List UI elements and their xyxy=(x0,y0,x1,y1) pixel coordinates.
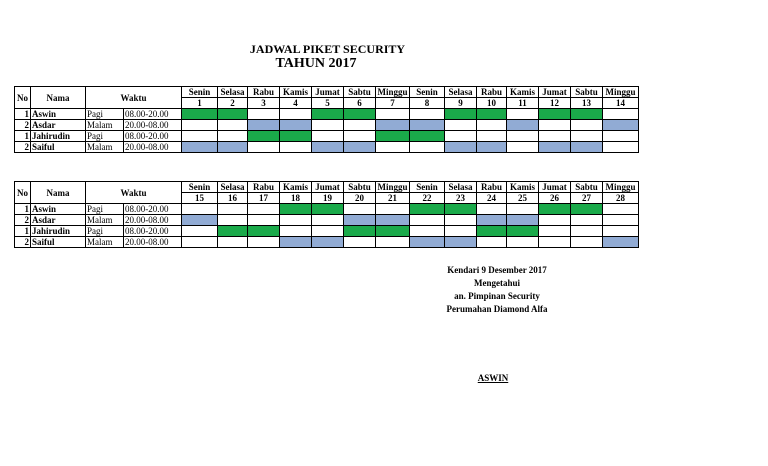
row-shift: Pagi xyxy=(86,109,124,120)
shift-cell xyxy=(410,120,445,131)
date-header: 19 xyxy=(312,193,344,204)
date-header: 6 xyxy=(344,98,376,109)
shift-cell xyxy=(280,204,312,215)
row-shift: Pagi xyxy=(86,204,124,215)
shift-cell xyxy=(477,237,507,248)
date-header: 3 xyxy=(248,98,280,109)
shift-cell xyxy=(603,204,639,215)
signature-place-date: Kendari 9 Desember 2017 xyxy=(447,265,547,275)
row-no: 1 xyxy=(15,109,31,120)
day-header: Sabtu xyxy=(571,87,603,98)
shift-cell xyxy=(445,215,477,226)
shift-cell xyxy=(445,237,477,248)
day-header: Minggu xyxy=(377,87,408,97)
schedule-table-1 xyxy=(14,86,639,153)
shift-cell xyxy=(571,237,603,248)
shift-cell xyxy=(218,120,248,131)
shift-cell xyxy=(182,237,218,248)
date-header: 10 xyxy=(477,98,507,109)
date-header: 22 xyxy=(410,193,445,204)
row-no: 2 xyxy=(15,237,31,248)
header-waktu: Waktu xyxy=(86,182,182,204)
shift-cell xyxy=(445,120,477,131)
row-nama: Aswin xyxy=(31,109,86,120)
shift-cell xyxy=(539,204,571,215)
shift-cell xyxy=(280,120,312,131)
shift-cell xyxy=(182,226,218,237)
shift-cell xyxy=(218,204,248,215)
shift-cell xyxy=(507,142,539,153)
shift-cell xyxy=(376,204,410,215)
row-jam: 08.00-20.00 xyxy=(124,131,182,142)
row-jam: 20.00-08.00 xyxy=(124,120,182,131)
day-header: Kamis xyxy=(507,182,539,193)
day-header: Sabtu xyxy=(344,87,376,98)
shift-cell xyxy=(571,226,603,237)
schedule-table-2 xyxy=(14,181,639,248)
shift-cell xyxy=(507,237,539,248)
shift-cell xyxy=(376,109,410,120)
row-nama: Jahirudin xyxy=(31,131,86,142)
shift-cell xyxy=(603,237,639,248)
shift-cell xyxy=(182,109,218,120)
date-header: 8 xyxy=(410,98,445,109)
row-nama: Aswin xyxy=(31,204,86,215)
shift-cell xyxy=(376,131,410,142)
day-header: Jumat xyxy=(539,182,571,193)
shift-cell xyxy=(218,131,248,142)
row-jam: 08.00-20.00 xyxy=(124,226,182,237)
date-header: 1 xyxy=(182,98,218,109)
shift-cell xyxy=(248,237,280,248)
day-header: Selasa xyxy=(218,182,248,193)
shift-cell xyxy=(280,142,312,153)
header-no: No xyxy=(15,87,31,109)
shift-cell xyxy=(539,215,571,226)
table-row xyxy=(15,226,639,237)
date-header: 12 xyxy=(539,98,571,109)
row-jam: 08.00-20.00 xyxy=(124,109,182,120)
shift-cell xyxy=(182,120,218,131)
shift-cell xyxy=(280,226,312,237)
shift-cell xyxy=(603,120,639,131)
shift-cell xyxy=(312,142,344,153)
shift-cell xyxy=(603,131,639,142)
shift-cell xyxy=(182,131,218,142)
shift-cell xyxy=(603,226,639,237)
shift-cell xyxy=(312,120,344,131)
shift-cell xyxy=(344,204,376,215)
shift-cell xyxy=(507,131,539,142)
shift-cell xyxy=(477,142,507,153)
shift-cell xyxy=(312,237,344,248)
row-nama: Asdar xyxy=(31,215,86,226)
date-header: 15 xyxy=(182,193,218,204)
day-header: Sabtu xyxy=(571,182,603,193)
table-row xyxy=(15,120,639,131)
date-header: 18 xyxy=(280,193,312,204)
shift-cell xyxy=(507,120,539,131)
shift-cell xyxy=(344,120,376,131)
day-header: Senin xyxy=(182,182,218,193)
shift-cell xyxy=(507,226,539,237)
date-header: 17 xyxy=(248,193,280,204)
shift-cell xyxy=(376,226,410,237)
shift-cell xyxy=(218,109,248,120)
shift-cell xyxy=(218,215,248,226)
row-no: 1 xyxy=(15,226,31,237)
header-nama: Nama xyxy=(31,182,86,204)
shift-cell xyxy=(376,215,410,226)
shift-cell xyxy=(410,237,445,248)
shift-cell xyxy=(280,131,312,142)
shift-cell xyxy=(410,109,445,120)
signature-name: ASWIN xyxy=(477,373,509,383)
header-waktu: Waktu xyxy=(86,87,182,109)
row-shift: Malam xyxy=(86,237,124,248)
row-jam: 08.00-20.00 xyxy=(124,204,182,215)
shift-cell xyxy=(248,226,280,237)
date-header: 11 xyxy=(507,98,539,109)
day-header: Senin xyxy=(410,87,445,98)
row-no: 2 xyxy=(15,142,31,153)
shift-cell xyxy=(477,120,507,131)
row-no: 1 xyxy=(15,131,31,142)
shift-cell xyxy=(344,215,376,226)
row-shift: Malam xyxy=(86,142,124,153)
day-header: Minggu xyxy=(603,87,639,98)
shift-cell xyxy=(248,215,280,226)
shift-cell xyxy=(410,142,445,153)
shift-cell xyxy=(507,109,539,120)
shift-cell xyxy=(571,142,603,153)
shift-cell xyxy=(248,109,280,120)
date-header: 21 xyxy=(376,193,410,204)
date-header: 4 xyxy=(280,98,312,109)
date-header: 7 xyxy=(376,98,410,109)
table-row xyxy=(15,142,639,153)
shift-cell xyxy=(539,120,571,131)
date-header: 13 xyxy=(571,98,603,109)
shift-cell xyxy=(603,142,639,153)
shift-cell xyxy=(507,215,539,226)
table-row xyxy=(15,131,639,142)
shift-cell xyxy=(410,226,445,237)
day-header: Jumat xyxy=(539,87,571,98)
row-no: 2 xyxy=(15,120,31,131)
shift-cell xyxy=(539,131,571,142)
day-header: Rabu xyxy=(477,182,507,193)
row-no: 2 xyxy=(15,215,31,226)
page-title: JADWAL PIKET SECURITY xyxy=(249,42,406,56)
signature-line-org: Perumahan Diamond Alfa xyxy=(446,304,548,314)
shift-cell xyxy=(344,226,376,237)
day-header: Sabtu xyxy=(344,182,376,193)
day-header: Minggu xyxy=(603,182,639,193)
shift-cell xyxy=(376,142,410,153)
shift-cell xyxy=(218,142,248,153)
shift-cell xyxy=(603,215,639,226)
day-header: Selasa xyxy=(445,182,477,193)
shift-cell xyxy=(376,237,410,248)
table-row xyxy=(15,204,639,215)
row-shift: Pagi xyxy=(86,226,124,237)
shift-cell xyxy=(539,226,571,237)
row-nama: Jahirudin xyxy=(31,226,86,237)
shift-cell xyxy=(571,109,603,120)
shift-cell xyxy=(571,215,603,226)
date-header: 27 xyxy=(571,193,603,204)
date-header: 28 xyxy=(603,193,639,204)
row-jam: 20.00-08.00 xyxy=(124,215,182,226)
date-header: 24 xyxy=(477,193,507,204)
row-shift: Malam xyxy=(86,215,124,226)
shift-cell xyxy=(248,120,280,131)
shift-cell xyxy=(507,204,539,215)
date-header: 23 xyxy=(445,193,477,204)
shift-cell xyxy=(477,204,507,215)
header-nama: Nama xyxy=(31,87,86,109)
shift-cell xyxy=(445,142,477,153)
day-header: Senin xyxy=(182,87,218,98)
row-no: 1 xyxy=(15,204,31,215)
shift-cell xyxy=(218,226,248,237)
shift-cell xyxy=(445,131,477,142)
shift-cell xyxy=(248,204,280,215)
shift-cell xyxy=(477,131,507,142)
day-header: Minggu xyxy=(377,182,408,192)
shift-cell xyxy=(539,109,571,120)
shift-cell xyxy=(280,109,312,120)
shift-cell xyxy=(280,215,312,226)
day-header: Jumat xyxy=(312,182,344,193)
shift-cell xyxy=(312,226,344,237)
shift-cell xyxy=(248,142,280,153)
page-subtitle: TAHUN 2017 xyxy=(275,56,357,71)
day-header: Rabu xyxy=(248,182,280,193)
row-jam: 20.00-08.00 xyxy=(124,237,182,248)
row-nama: Saiful xyxy=(31,142,86,153)
row-shift: Malam xyxy=(86,120,124,131)
shift-cell xyxy=(182,142,218,153)
shift-cell xyxy=(477,109,507,120)
shift-cell xyxy=(571,204,603,215)
shift-cell xyxy=(248,131,280,142)
day-header: Kamis xyxy=(507,87,539,98)
shift-cell xyxy=(539,142,571,153)
row-nama: Asdar xyxy=(31,120,86,131)
shift-cell xyxy=(571,131,603,142)
shift-cell xyxy=(410,215,445,226)
date-header: 16 xyxy=(218,193,248,204)
shift-cell xyxy=(344,237,376,248)
shift-cell xyxy=(445,109,477,120)
shift-cell xyxy=(312,109,344,120)
shift-cell xyxy=(280,237,312,248)
day-header: Kamis xyxy=(280,182,312,193)
table-row xyxy=(15,109,639,120)
shift-cell xyxy=(410,204,445,215)
shift-cell xyxy=(182,215,218,226)
shift-cell xyxy=(312,204,344,215)
shift-cell xyxy=(539,237,571,248)
date-header: 9 xyxy=(445,98,477,109)
table-row xyxy=(15,215,639,226)
table-row xyxy=(15,237,639,248)
signature-line-knowing: Mengetahui xyxy=(474,278,520,288)
date-header: 14 xyxy=(603,98,639,109)
shift-cell xyxy=(182,204,218,215)
shift-cell xyxy=(344,109,376,120)
signature-line-on-behalf: an. Pimpinan Security xyxy=(454,291,540,301)
shift-cell xyxy=(571,120,603,131)
date-header: 26 xyxy=(539,193,571,204)
shift-cell xyxy=(312,215,344,226)
day-header: Rabu xyxy=(477,87,507,98)
shift-cell xyxy=(344,142,376,153)
day-header: Kamis xyxy=(280,87,312,98)
day-header: Jumat xyxy=(312,87,344,98)
row-nama: Saiful xyxy=(31,237,86,248)
date-header: 2 xyxy=(218,98,248,109)
date-header: 25 xyxy=(507,193,539,204)
date-header: 5 xyxy=(312,98,344,109)
shift-cell xyxy=(445,226,477,237)
shift-cell xyxy=(218,237,248,248)
shift-cell xyxy=(312,131,344,142)
shift-cell xyxy=(410,131,445,142)
shift-cell xyxy=(603,109,639,120)
day-header: Rabu xyxy=(248,87,280,98)
shift-cell xyxy=(376,120,410,131)
date-header: 20 xyxy=(344,193,376,204)
shift-cell xyxy=(477,215,507,226)
day-header: Selasa xyxy=(445,87,477,98)
day-header: Selasa xyxy=(218,87,248,98)
shift-cell xyxy=(445,204,477,215)
shift-cell xyxy=(344,131,376,142)
header-no: No xyxy=(15,182,31,204)
row-jam: 20.00-08.00 xyxy=(124,142,182,153)
day-header: Senin xyxy=(410,182,445,193)
shift-cell xyxy=(477,226,507,237)
row-shift: Pagi xyxy=(86,131,124,142)
